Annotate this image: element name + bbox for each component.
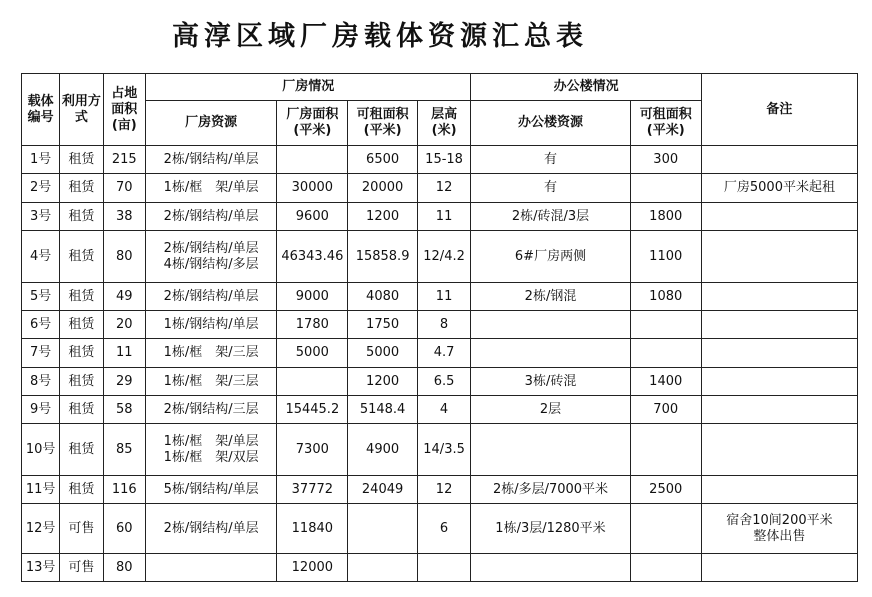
- cell-office-resource: 有: [471, 174, 630, 203]
- cell-carrier-no: 2号: [22, 174, 60, 203]
- cell-remark: [701, 283, 857, 311]
- cell-remark: [701, 339, 857, 368]
- cell-area: 58: [103, 396, 145, 424]
- table-row: [22, 231, 858, 283]
- cell-remark: [701, 476, 857, 504]
- cell-line: 1栋/框 架/三层: [163, 373, 259, 389]
- resource-summary-table: [21, 73, 858, 582]
- cell-factory-area: 37772: [277, 476, 348, 504]
- cell-factory-area: 15445.2: [277, 396, 348, 424]
- header-line: 利用方: [61, 93, 101, 109]
- cell-remark: [701, 396, 857, 424]
- cell-office-resource: [471, 554, 630, 582]
- cell-remark: [701, 231, 857, 283]
- cell-rentable-area: 6500: [348, 146, 417, 174]
- cell-office-rentable-area: [630, 554, 701, 582]
- header-office-rentable-area: [630, 101, 701, 146]
- cell-factory-resource: [145, 203, 276, 231]
- cell-office-rentable-area: 1100: [630, 231, 701, 283]
- header-line: 式: [74, 109, 88, 125]
- cell-factory-resource: [145, 554, 276, 582]
- cell-office-rentable-area: 2500: [630, 476, 701, 504]
- cell-line: 厂房5000平米起租: [723, 180, 835, 195]
- cell-usage: 租赁: [60, 476, 103, 504]
- cell-office-resource: 2栋/砖混/3层: [471, 203, 630, 231]
- table-row: [22, 311, 858, 339]
- table-row: [22, 283, 858, 311]
- cell-factory-area: [277, 368, 348, 396]
- table-row: [22, 476, 858, 504]
- header-line: (米): [431, 123, 457, 138]
- cell-office-rentable-area: [630, 339, 701, 368]
- cell-factory-area: 12000: [277, 554, 348, 582]
- cell-carrier-no: 5号: [22, 283, 60, 311]
- header-remark: 备注: [701, 74, 857, 146]
- cell-floor-height: 11: [417, 283, 471, 311]
- cell-line: 1栋/框 架/单层: [163, 433, 259, 449]
- cell-factory-area: [277, 146, 348, 174]
- cell-office-resource: [471, 311, 630, 339]
- cell-area: 49: [103, 283, 145, 311]
- table-row: [22, 174, 858, 203]
- cell-office-resource: 2栋/钢混: [471, 283, 630, 311]
- header-line: 厂房面积: [286, 107, 339, 122]
- cell-factory-area: 1780: [277, 311, 348, 339]
- cell-carrier-no: 12号: [22, 504, 60, 554]
- header-line: 可租面积: [356, 107, 409, 122]
- cell-usage: 可售: [60, 504, 103, 554]
- cell-office-resource: [471, 339, 630, 368]
- cell-usage: 租赁: [60, 396, 103, 424]
- table-row: [22, 504, 858, 554]
- cell-floor-height: 14/3.5: [417, 424, 471, 476]
- cell-area: 29: [103, 368, 145, 396]
- cell-floor-height: 8: [417, 311, 471, 339]
- cell-line: 整体出售: [753, 528, 806, 544]
- header-usage: [60, 74, 103, 146]
- cell-line: 宿舍10间200平米: [726, 512, 833, 528]
- cell-factory-area: 7300: [277, 424, 348, 476]
- cell-floor-height: 4.7: [417, 339, 471, 368]
- cell-area: 38: [103, 203, 145, 231]
- cell-office-resource: [471, 424, 630, 476]
- cell-line: 2栋/钢结构/三层: [163, 401, 259, 417]
- header-office-resource: 办公楼资源: [471, 101, 630, 146]
- cell-line: 2栋/钢结构/单层: [163, 151, 259, 167]
- cell-usage: 租赁: [60, 231, 103, 283]
- cell-office-resource: 2栋/多层/7000平米: [471, 476, 630, 504]
- cell-rentable-area: 5148.4: [348, 396, 417, 424]
- cell-remark: [701, 368, 857, 396]
- cell-factory-resource: [145, 368, 276, 396]
- header-rentable-area: [348, 101, 417, 146]
- header-factory-area: [277, 101, 348, 146]
- cell-area: 215: [103, 146, 145, 174]
- table-row: [22, 396, 858, 424]
- cell-line: 2栋/钢结构/单层: [163, 288, 259, 304]
- cell-carrier-no: 1号: [22, 146, 60, 174]
- cell-area: 85: [103, 424, 145, 476]
- cell-office-rentable-area: [630, 311, 701, 339]
- cell-carrier-no: 13号: [22, 554, 60, 582]
- cell-carrier-no: 3号: [22, 203, 60, 231]
- cell-factory-resource: [145, 504, 276, 554]
- cell-rentable-area: [348, 504, 417, 554]
- cell-rentable-area: 15858.9: [348, 231, 417, 283]
- cell-line: 2栋/钢结构/单层: [163, 240, 259, 256]
- table-row: [22, 203, 858, 231]
- cell-office-rentable-area: 300: [630, 146, 701, 174]
- cell-rentable-area: 4900: [348, 424, 417, 476]
- cell-usage: 租赁: [60, 368, 103, 396]
- cell-rentable-area: 1200: [348, 203, 417, 231]
- cell-office-rentable-area: [630, 424, 701, 476]
- cell-line: 1栋/框 架/单层: [163, 180, 259, 195]
- cell-carrier-no: 6号: [22, 311, 60, 339]
- cell-factory-area: 5000: [277, 339, 348, 368]
- cell-carrier-no: 9号: [22, 396, 60, 424]
- cell-line: 1栋/钢结构/单层: [163, 316, 259, 332]
- cell-rentable-area: 24049: [348, 476, 417, 504]
- cell-area: 80: [103, 231, 145, 283]
- cell-line: 5栋/钢结构/单层: [163, 481, 259, 497]
- cell-office-rentable-area: 700: [630, 396, 701, 424]
- page-title: 高淳区域厂房载体资源汇总表: [172, 21, 588, 52]
- cell-office-rentable-area: 1080: [630, 283, 701, 311]
- cell-remark: [701, 146, 857, 174]
- cell-office-resource: 3栋/砖混: [471, 368, 630, 396]
- cell-factory-resource: [145, 339, 276, 368]
- header-line: (平米): [293, 123, 332, 138]
- header-line: (亩): [111, 117, 137, 133]
- table-row: [22, 424, 858, 476]
- header-area: [103, 74, 145, 146]
- header-line: (平米): [646, 123, 685, 138]
- table-row: [22, 339, 858, 368]
- cell-usage: 可售: [60, 554, 103, 582]
- cell-floor-height: 11: [417, 203, 471, 231]
- cell-carrier-no: 11号: [22, 476, 60, 504]
- cell-line: 2栋/钢结构/单层: [163, 208, 259, 224]
- cell-line: 4栋/钢结构/多层: [163, 256, 259, 272]
- cell-floor-height: 12: [417, 476, 471, 504]
- cell-usage: 租赁: [60, 146, 103, 174]
- cell-rentable-area: 20000: [348, 174, 417, 203]
- cell-line: 1栋/框 架/三层: [163, 345, 259, 360]
- header-line: 编号: [27, 109, 54, 125]
- cell-usage: 租赁: [60, 203, 103, 231]
- cell-remark: [701, 203, 857, 231]
- cell-office-rentable-area: [630, 504, 701, 554]
- header-floor-height: [417, 101, 471, 146]
- cell-factory-area: 30000: [277, 174, 348, 203]
- header-line: 层高: [431, 107, 458, 122]
- cell-rentable-area: 1750: [348, 311, 417, 339]
- header-line: 面积: [111, 101, 138, 117]
- cell-floor-height: [417, 554, 471, 582]
- cell-office-resource: 2层: [471, 396, 630, 424]
- header-factory-group: 厂房情况: [145, 74, 470, 101]
- cell-remark: [701, 504, 857, 554]
- cell-factory-resource: [145, 311, 276, 339]
- cell-usage: 租赁: [60, 424, 103, 476]
- cell-factory-resource: [145, 146, 276, 174]
- cell-line: 1栋/框 架/双层: [163, 449, 259, 465]
- cell-factory-area: 46343.46: [277, 231, 348, 283]
- cell-area: 20: [103, 311, 145, 339]
- cell-remark: [701, 424, 857, 476]
- cell-remark: [701, 311, 857, 339]
- cell-factory-resource: [145, 283, 276, 311]
- header-line: 载体: [27, 93, 54, 109]
- cell-usage: 租赁: [60, 283, 103, 311]
- cell-rentable-area: [348, 554, 417, 582]
- cell-factory-area: 9600: [277, 203, 348, 231]
- cell-factory-resource: [145, 396, 276, 424]
- cell-factory-resource: [145, 476, 276, 504]
- cell-factory-resource: [145, 424, 276, 476]
- header-factory-resource: 厂房资源: [145, 101, 276, 146]
- cell-office-resource: 6#厂房两侧: [471, 231, 630, 283]
- header-line: 占地: [111, 85, 138, 101]
- cell-office-rentable-area: [630, 174, 701, 203]
- cell-area: 60: [103, 504, 145, 554]
- cell-usage: 租赁: [60, 174, 103, 203]
- cell-office-resource: 1栋/3层/1280平米: [471, 504, 630, 554]
- cell-rentable-area: 1200: [348, 368, 417, 396]
- cell-office-rentable-area: 1400: [630, 368, 701, 396]
- cell-area: 11: [103, 339, 145, 368]
- cell-rentable-area: 4080: [348, 283, 417, 311]
- cell-floor-height: 15-18: [417, 146, 471, 174]
- cell-office-rentable-area: 1800: [630, 203, 701, 231]
- header-carrier-no: [22, 74, 60, 146]
- cell-carrier-no: 10号: [22, 424, 60, 476]
- table-row: [22, 146, 858, 174]
- table-row: [22, 554, 858, 582]
- cell-floor-height: 12/4.2: [417, 231, 471, 283]
- cell-remark: [701, 174, 857, 203]
- cell-area: 80: [103, 554, 145, 582]
- cell-usage: 租赁: [60, 339, 103, 368]
- cell-floor-height: 4: [417, 396, 471, 424]
- cell-carrier-no: 8号: [22, 368, 60, 396]
- cell-factory-area: 9000: [277, 283, 348, 311]
- cell-carrier-no: 7号: [22, 339, 60, 368]
- header-office-group: 办公楼情况: [471, 74, 701, 101]
- cell-rentable-area: 5000: [348, 339, 417, 368]
- cell-factory-area: 11840: [277, 504, 348, 554]
- header-line: (平米): [363, 123, 402, 138]
- cell-floor-height: 12: [417, 174, 471, 203]
- cell-floor-height: 6.5: [417, 368, 471, 396]
- cell-factory-resource: [145, 174, 276, 203]
- cell-remark: [701, 554, 857, 582]
- header-line: 可租面积: [639, 107, 692, 122]
- cell-area: 116: [103, 476, 145, 504]
- table-body: [22, 146, 858, 582]
- cell-area: 70: [103, 174, 145, 203]
- cell-line: 2栋/钢结构/单层: [163, 520, 259, 536]
- cell-factory-resource: [145, 231, 276, 283]
- table-row: [22, 368, 858, 396]
- cell-carrier-no: 4号: [22, 231, 60, 283]
- cell-floor-height: 6: [417, 504, 471, 554]
- cell-usage: 租赁: [60, 311, 103, 339]
- cell-office-resource: 有: [471, 146, 630, 174]
